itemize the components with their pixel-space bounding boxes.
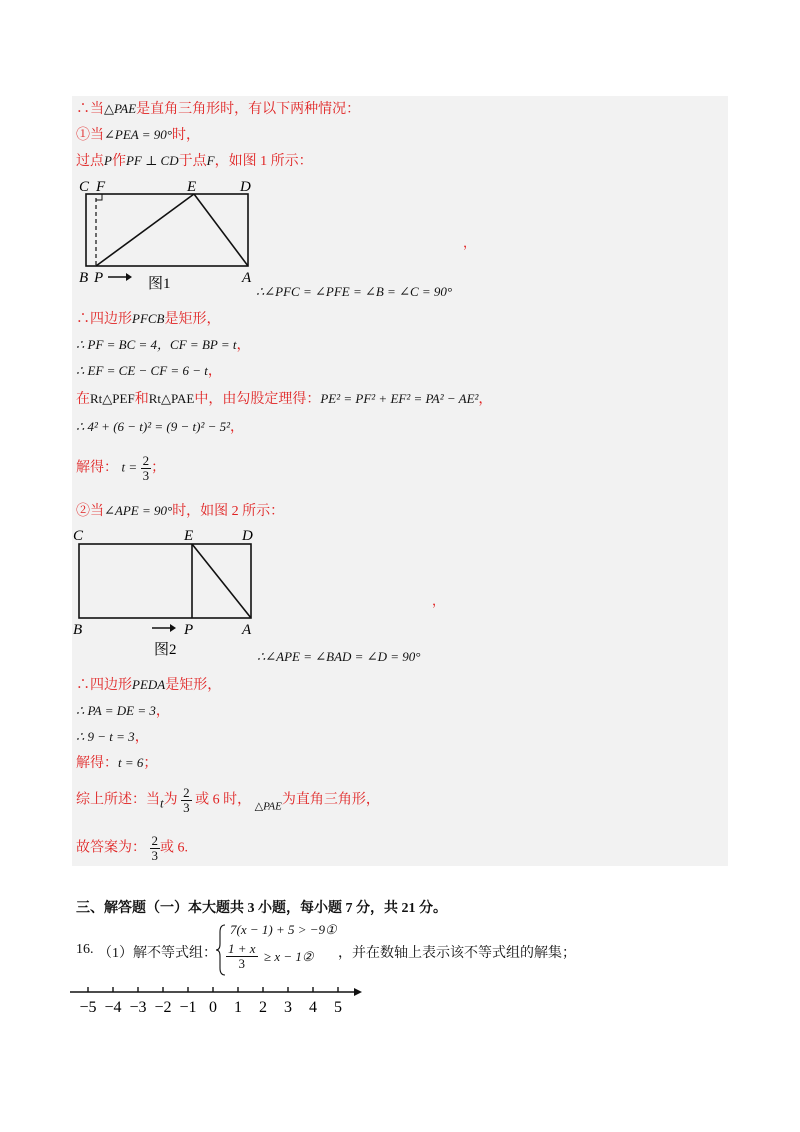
fig2-label-e: E: [184, 528, 194, 544]
inequality-2-rest: ≥ x − 1②: [264, 949, 314, 964]
eq2-line: ∴ EF = CE − CF = 6 − t，: [76, 363, 222, 379]
brace-icon: [216, 924, 226, 976]
q16-number: 16.: [76, 942, 94, 957]
number-line-tick-label: −3: [129, 999, 147, 1016]
fig1-label-c: C: [79, 179, 90, 195]
eq5-line: ∴ 9 − t = 3，: [76, 729, 149, 745]
number-line-tick-label: 5: [334, 999, 342, 1016]
fig2-rectangle: [79, 544, 251, 618]
fig1-label-d: D: [240, 179, 251, 195]
answer-line: 故答案为： $\frac{2}{3}$ 或 6.: [76, 833, 188, 863]
q16-part-label: （1）解不等式组：: [98, 946, 217, 961]
solution-2-line: 解得：t = 6；: [76, 755, 158, 771]
number-line-tick-label: 4: [309, 999, 317, 1016]
fig2-label-c: C: [73, 528, 84, 544]
eq3-line: ∴ 4² + (6 − t)² = (9 − t)² − 5²，: [76, 419, 245, 435]
case1-heading: ①当∠PEA = 90°时，: [76, 127, 200, 143]
rect1-line: ∴四边形PFCB是矩形，: [76, 311, 221, 327]
fig1-label-b: B: [79, 270, 89, 286]
fraction-two-thirds: $\frac{2}{3}$: [142, 453, 150, 483]
fig2-label-a: A: [242, 622, 252, 638]
figure-1: [76, 176, 266, 294]
rect2-line: ∴四边形PEDA是矩形，: [76, 677, 222, 693]
construct-line: 过点P作PF ⊥ CD于点F，如图 1 所示：: [76, 153, 313, 169]
fig2-segment-ea: [192, 544, 251, 618]
number-line-tick-label: −4: [104, 999, 122, 1016]
inequality-2-fraction: $\frac{1 + x}{3}$: [228, 941, 256, 971]
fig2-label-b: B: [73, 622, 83, 638]
summary-line: 综上所述：当t为 $\frac{2}{3}$ 或 6 时， $_{\triangle PAE}$为直角三角形，: [76, 785, 380, 815]
stray-comma-2: ，: [432, 593, 446, 608]
number-line-arrow: [354, 988, 362, 996]
q16-suffix: ，并在数轴上表示该不等式组的解集；: [338, 946, 576, 961]
number-line-tick-label: 0: [209, 999, 217, 1016]
number-line-tick-label: 1: [234, 999, 242, 1016]
number-line-tick-label: −5: [79, 999, 97, 1016]
fig1-label-f: F: [96, 179, 106, 195]
fig1-segment-ea: [194, 194, 248, 266]
inequality-1: 7(x − 1) + 5 > −9①: [230, 922, 337, 937]
eq1-line: ∴ PF = BC = 4，CF = BP = t，: [76, 337, 251, 353]
figure-2: [70, 524, 265, 664]
number-line-tick-label: 2: [259, 999, 267, 1016]
fig2-label-p: P: [184, 622, 194, 638]
fig1-arrow-head: [126, 273, 132, 281]
fig1-conclusion: ∴∠PFC = ∠PFE = ∠B = ∠C = 90°: [256, 284, 453, 299]
number-line-tick-label: −1: [179, 999, 197, 1016]
number-line: [66, 984, 366, 1018]
solution-1-line: 解得： t = $\frac{2}{3}$ ；: [76, 453, 166, 483]
fig2-label-d: D: [242, 528, 253, 544]
stray-comma-1: ，: [463, 235, 477, 250]
summary-fraction: $\frac{2}{3}$: [183, 785, 190, 815]
fig1-caption: 图1: [148, 276, 171, 292]
answer-fraction: $\frac{2}{3}$: [151, 833, 158, 863]
fig1-label-a: A: [242, 270, 252, 286]
eq4-line: ∴ PA = DE = 3，: [76, 703, 170, 719]
fig2-caption: 图2: [154, 642, 177, 658]
fig1-label-p: P: [94, 270, 104, 286]
number-line-tick-label: −2: [154, 999, 172, 1016]
fig1-segment-pe: [96, 194, 194, 266]
fig1-label-e: E: [187, 179, 197, 195]
fig2-conclusion: ∴∠APE = ∠BAD = ∠D = 90°: [257, 649, 421, 664]
pythagoras-line: 在Rt△PEF和Rt△PAE中，由勾股定理得：PE² = PF² + EF² = PA² − AE²，: [76, 391, 493, 407]
case2-heading: ②当∠APE = 90°时，如图 2 所示：: [76, 503, 285, 519]
section3-heading: 三、解答题（一）本大题共 3 小题，每小题 7 分，共 21 分。: [76, 901, 447, 916]
solution-intro: ∴当△PAE是直角三角形时，有以下两种情况：: [76, 101, 361, 117]
question-16: [76, 922, 636, 976]
number-line-tick-label: 3: [284, 999, 292, 1016]
fig2-arrow-head: [170, 624, 176, 632]
